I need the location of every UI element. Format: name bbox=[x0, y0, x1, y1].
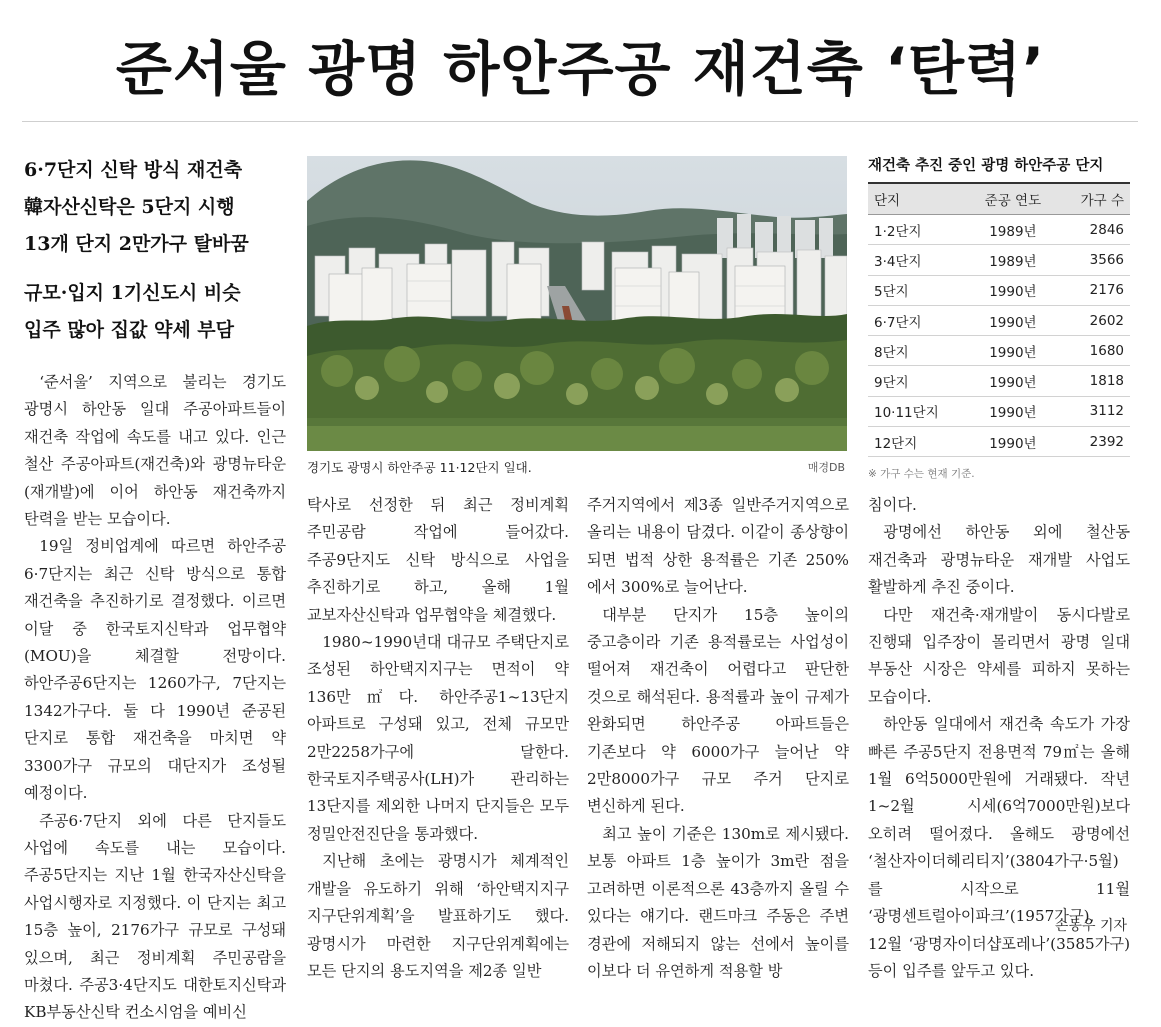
article-column-2 bbox=[307, 492, 569, 985]
cell-complex: 8단지 bbox=[868, 336, 968, 366]
body-paragraph: 탁사로 선정한 뒤 최근 정비계획 주민공람 작업에 들어갔다. 주공9단지도 신탁 방식으로 사업을 추진하기로 하고, 올해 1월 교보자산신탁과 업무협약을 체결했다. bbox=[307, 496, 569, 624]
body-paragraph: 지난해 초에는 광명시가 체계적인 개발을 유도하기 위해 ‘하안택지지구 지구단위계획’을 발표하기도 했다. 광명시가 마련한 지구단위계획에는 모든 단지의 용도지역을 제2종 일반 bbox=[307, 852, 569, 980]
byline: 손동우 기자 bbox=[1054, 918, 1127, 934]
article-column-1 bbox=[24, 369, 286, 1027]
body-paragraph: 1980~1990년대 대규모 주택단지로 조성된 하안택지지구는 면적이 약 136만㎡다. 하안주공1~13단지 아파트로 구성돼 있고, 전체 규모만 2만2258가구에 달한다. 한국토지주택공사(LH)가 관리하는 13단지를 제외한 나머지 단지들은 모두 정밀안전진단을 통과했다. bbox=[307, 633, 569, 843]
body-paragraph: 침이다. bbox=[868, 496, 917, 514]
column-header: 단지 bbox=[868, 183, 968, 215]
cell-households: 1680 bbox=[1058, 336, 1130, 366]
cell-year: 1990년 bbox=[968, 396, 1057, 426]
body-paragraph: 하안동 일대에서 재건축 속도가 가장 빠른 주공5단지 전용면적 79㎡는 올해 1월 6억5000만원에 거래됐다. 작년 1~2월 시세(6억7000만원)보다 오히려 떨어졌다. 올해도 광명에선 ‘철산자이더헤리티지’(3804가구·5월)를 시작으로 11월 ‘광명센트럴아이파크’(1957가구), 12월 ‘광명자이더샵포레나’(3585가구) 등이 입주를 앞두고 있다. bbox=[868, 715, 1130, 980]
cell-complex: 9단지 bbox=[868, 366, 968, 396]
table-note: ※ 가구 수는 현재 기준. bbox=[868, 468, 975, 481]
cell-households: 2602 bbox=[1058, 305, 1130, 335]
cell-complex: 6·7단지 bbox=[868, 305, 968, 335]
table-row bbox=[868, 275, 1130, 305]
photo-caption-row bbox=[307, 458, 847, 476]
photo-credit: 매경DB bbox=[807, 461, 845, 474]
column-header: 준공 연도 bbox=[968, 183, 1057, 215]
cell-year: 1990년 bbox=[968, 305, 1057, 335]
body-paragraph: 최고 높이 기준은 130m로 제시됐다. 보통 아파트 1층 높이가 3m란 점을 고려하면 이론적으론 43층까지 올릴 수 있다는 얘기다. 랜드마크 주동은 주변 경관에 저해되지 않는 선에서 높이를 이보다 더 유연하게 적용할 방 bbox=[587, 824, 849, 980]
cell-year: 1990년 bbox=[968, 275, 1057, 305]
cell-year: 1990년 bbox=[968, 336, 1057, 366]
cell-complex: 12단지 bbox=[868, 427, 968, 457]
photo-caption: 경기도 광명시 하안주공 11·12단지 일대. bbox=[307, 460, 532, 475]
cell-households: 2846 bbox=[1058, 215, 1130, 245]
cell-households: 2176 bbox=[1058, 275, 1130, 305]
headline-rule bbox=[22, 121, 1138, 122]
table-row bbox=[868, 336, 1130, 366]
cell-households: 3566 bbox=[1058, 245, 1130, 275]
subheading: 韓자산신탁은 5단지 시행 bbox=[24, 196, 235, 218]
table-row bbox=[868, 366, 1130, 396]
subheading: 6·7단지 신탁 방식 재건축 bbox=[24, 159, 243, 181]
body-paragraph: 다만 재건축·재개발이 동시다발로 진행돼 입주장이 몰리면서 광명 일대 부동산 시장은 약세를 피하지 못하는 모습이다. bbox=[868, 605, 1130, 706]
cell-year: 1989년 bbox=[968, 245, 1057, 275]
cell-households: 3112 bbox=[1058, 396, 1130, 426]
table-row bbox=[868, 305, 1130, 335]
cell-year: 1990년 bbox=[968, 366, 1057, 396]
table-title: 재건축 추진 중인 광명 하안주공 단지 bbox=[868, 158, 1104, 174]
article-column-3 bbox=[587, 492, 849, 985]
cell-year: 1989년 bbox=[968, 215, 1057, 245]
cell-households: 2392 bbox=[1058, 427, 1130, 457]
body-paragraph: 광명에선 하안동 외에 철산동 재건축과 광명뉴타운 재개발 사업도 활발하게 추진 중이다. bbox=[868, 523, 1130, 597]
body-paragraph: 주공6·7단지 외에 다른 단지들도 사업에 속도를 내는 모습이다. 주공5단지는 지난 1월 한국자산신탁을 사업시행자로 지정했다. 이 단지는 최고 15층 높이, 2176가구 규모로 구성돼 있으며, 최근 정비계획 주민공람을 마쳤다. 주공3·4단지도 대한토지신탁과 KB부동산신탁 컨소시엄을 예비신 bbox=[24, 811, 286, 1022]
body-paragraph: 주거지역에서 제3종 일반주거지역으로 올리는 내용이 담겼다. 이같이 종상향이 되면 법적 상한 용적률은 기존 250%에서 300%로 늘어난다. bbox=[587, 496, 849, 597]
column-header: 가구 수 bbox=[1058, 183, 1130, 215]
cell-complex: 5단지 bbox=[868, 275, 968, 305]
table-row bbox=[868, 215, 1130, 245]
cell-complex: 3·4단지 bbox=[868, 245, 968, 275]
body-paragraph: 19일 정비업계에 따르면 하안주공 6·7단지는 최근 신탁 방식으로 통합 재건축을 추진하기로 결정했다. 이르면 이달 중 한국토지신탁과 업무협약(MOU)을 체결할 전망이다. 하안주공6단지는 1260가구, 7단지는 1342가구다. 둘 다 1990년 준공된 단지로 통합 재건축을 마치면 약 3300가구 규모의 대단지가 조성될 예정이다. bbox=[24, 537, 286, 803]
apartment-complex-photo bbox=[307, 156, 847, 451]
units-table bbox=[868, 182, 1130, 457]
headline: 준서울 광명 하안주공 재건축 ‘탄력’ bbox=[115, 35, 1046, 103]
body-paragraph: ‘준서울’ 지역으로 불리는 경기도 광명시 하안동 일대 주공아파트들이 재건축 작업에 속도를 내고 있다. 인근 철산 주공아파트(재건축)와 광명뉴타운(재개발)에 이어 하안동 재건축까지 탄력을 받는 모습이다. bbox=[24, 373, 286, 529]
cell-households: 1818 bbox=[1058, 366, 1130, 396]
subheadings bbox=[24, 152, 294, 349]
subheading: 규모·입지 1기신도시 비슷 bbox=[24, 282, 241, 304]
body-paragraph: 대부분 단지가 15층 높이의 중고층이라 기존 용적률로는 사업성이 떨어져 재건축이 어렵다고 판단한 것으로 해석된다. 용적률과 높이 규제가 완화되면 하안주공 아파트들은 기존보다 약 6000가구 늘어난 약 2만8000가구 규모 주거 단지로 변신하게 된다. bbox=[587, 605, 849, 816]
table-header-row bbox=[868, 183, 1130, 215]
subheading: 13개 단지 2만가구 탈바꿈 bbox=[24, 233, 249, 255]
cell-complex: 10·11단지 bbox=[868, 396, 968, 426]
table-row bbox=[868, 396, 1130, 426]
table-row bbox=[868, 427, 1130, 457]
article-column-4 bbox=[868, 492, 1130, 985]
cell-complex: 1·2단지 bbox=[868, 215, 968, 245]
table-row bbox=[868, 245, 1130, 275]
subheading: 입주 많아 집값 약세 부담 bbox=[24, 319, 234, 341]
cell-year: 1990년 bbox=[968, 427, 1057, 457]
complex-table bbox=[868, 154, 1130, 481]
